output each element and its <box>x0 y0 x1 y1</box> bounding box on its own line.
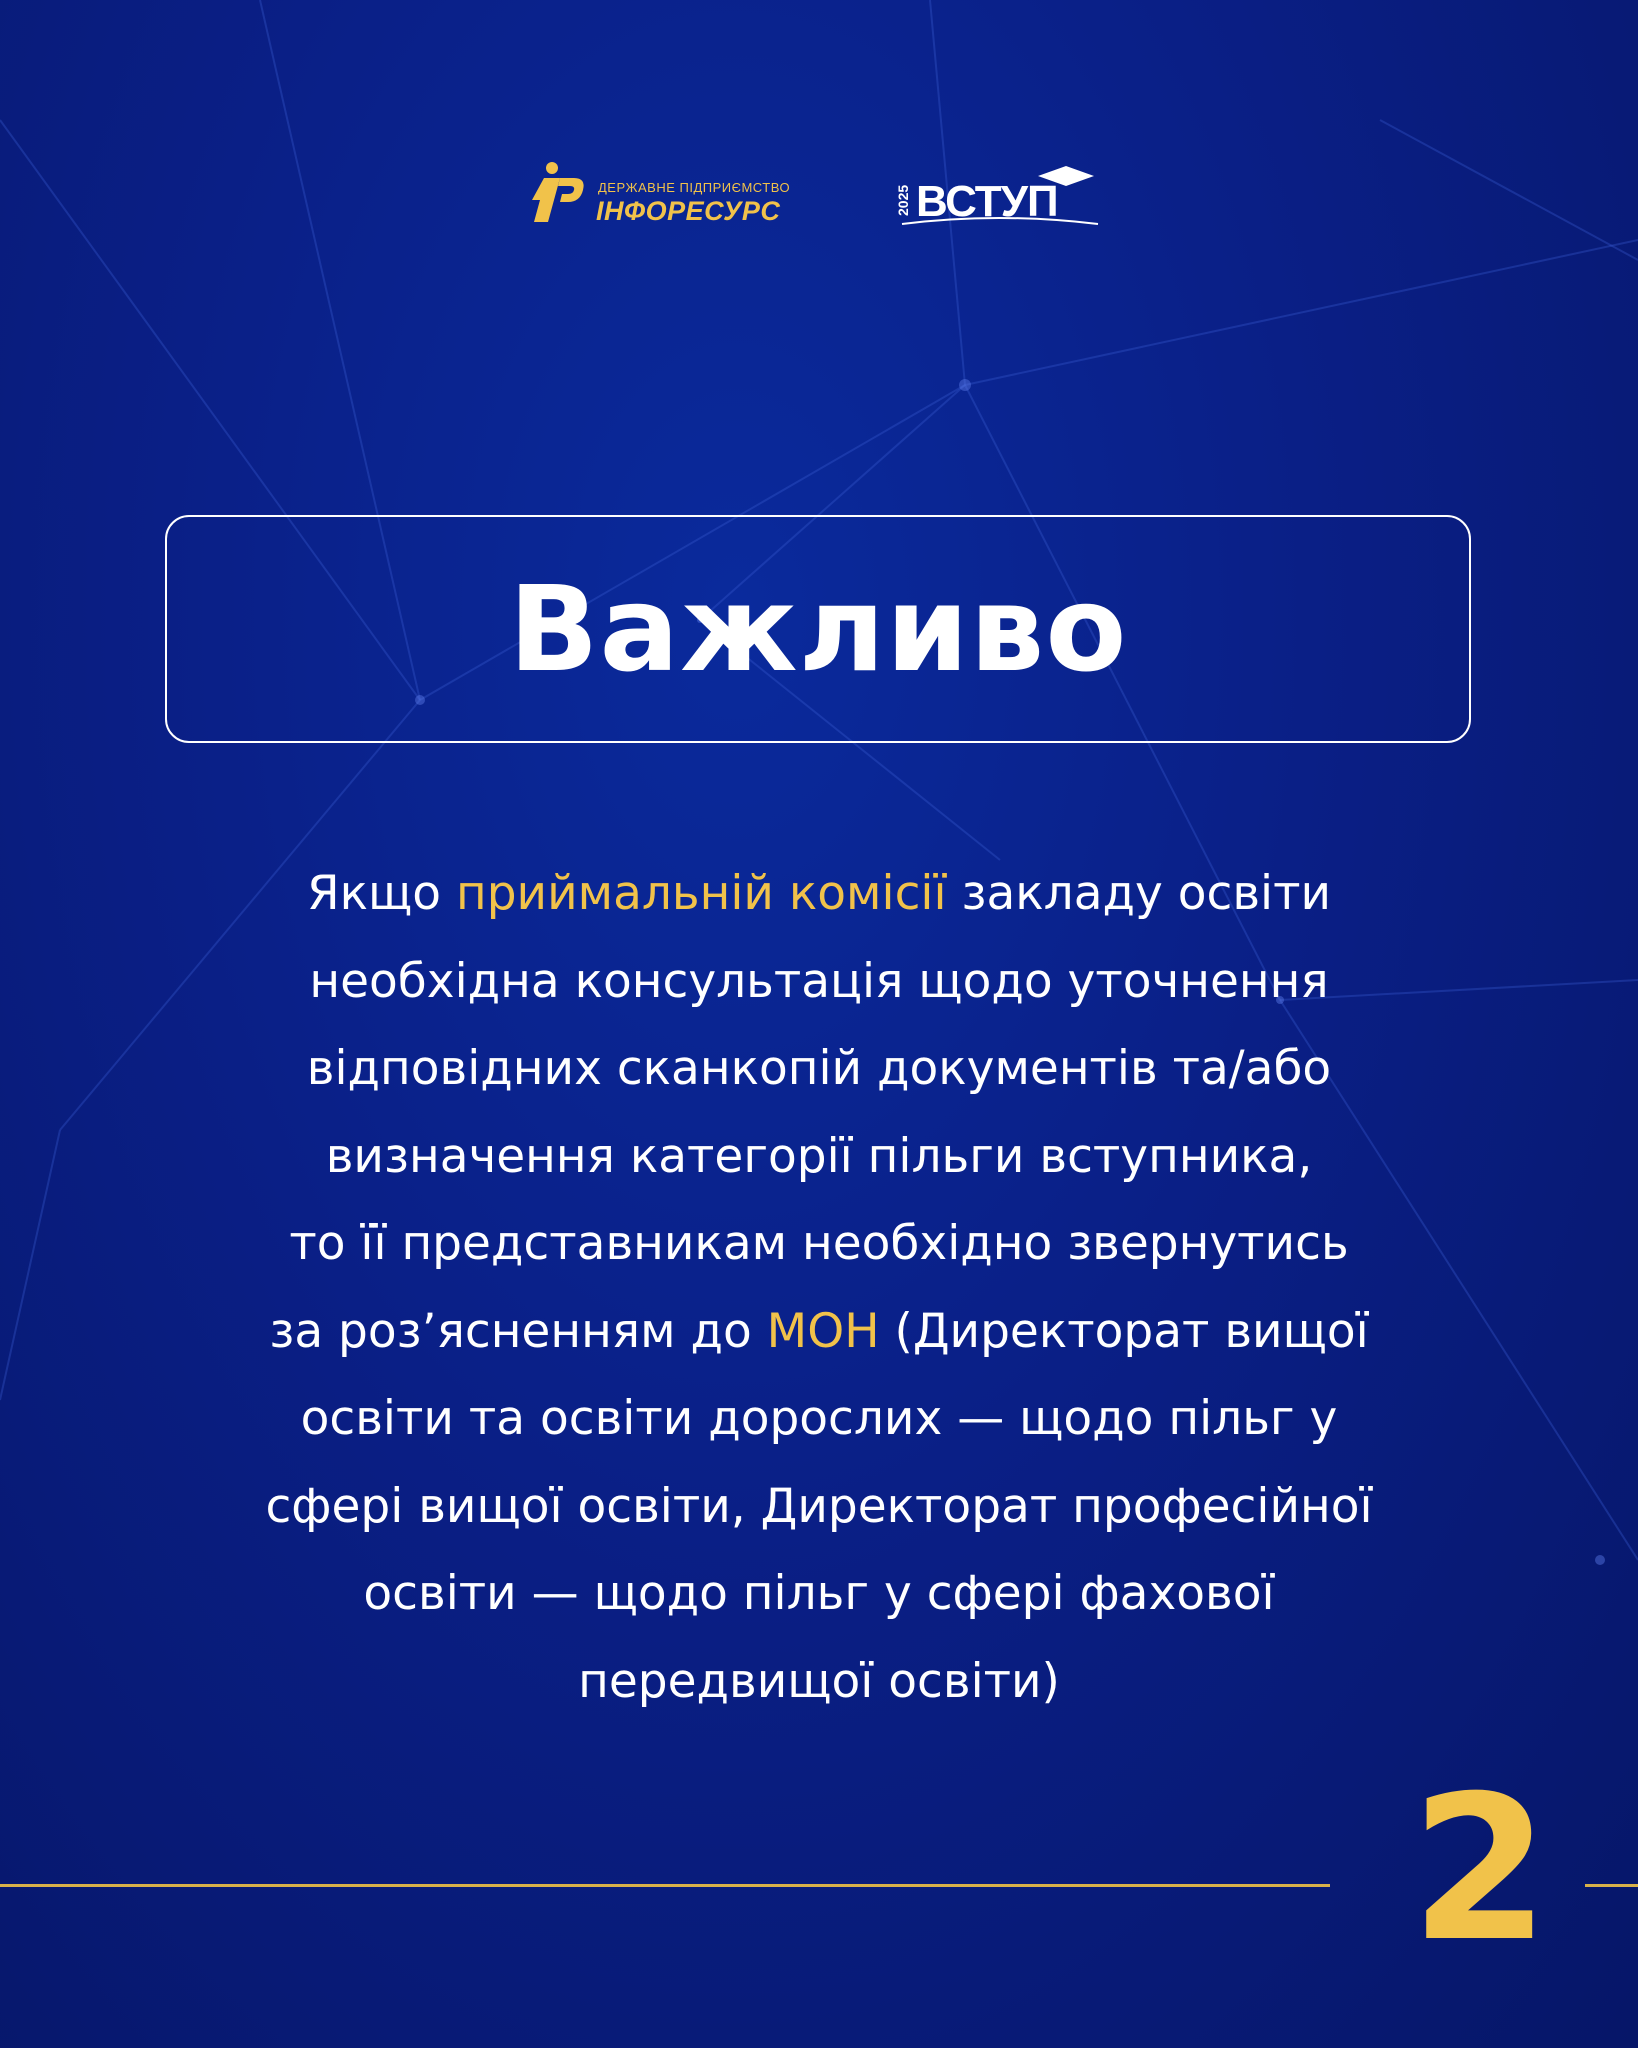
org-subtitle: ДЕРЖАВНЕ ПІДПРИЄМСТВО <box>598 180 791 195</box>
body-paragraph <box>150 850 1488 1725</box>
body-line: передвищої освіти) <box>578 1653 1060 1709</box>
footer-divider-left <box>0 1884 1330 1887</box>
page-title: Важливо <box>508 560 1128 698</box>
body-line: Якщо приймальній комісії закладу освіти <box>306 866 1332 921</box>
inforesurs-mark-icon <box>530 160 586 226</box>
page-number: 2 <box>1410 1753 1550 1986</box>
title-box <box>165 515 1471 743</box>
body-line: освіти — щодо пільг у сфері фахової <box>363 1566 1275 1621</box>
header-logos <box>0 150 1638 240</box>
body-line: освіти та освіти дорослих — щодо пільг у <box>300 1391 1338 1446</box>
highlight-admission-committee: приймальній комісії <box>455 866 947 921</box>
highlight-mon: МОН <box>766 1303 880 1359</box>
body-line: за роз’ясненням до МОН (Директорат вищої <box>269 1303 1369 1359</box>
body-line: то її представникам необхідно звернутись <box>289 1216 1349 1271</box>
svg-text:ВСТУП: ВСТУП <box>916 177 1058 226</box>
body-line: відповідних сканкопій документів та/або <box>306 1041 1332 1096</box>
body-line: необхідна консультація щодо уточнення <box>309 953 1329 1009</box>
vstup-2025-logo <box>888 154 1108 234</box>
footer-divider-right <box>1585 1884 1638 1887</box>
org-name: ІНФОРЕСУРС <box>596 196 781 226</box>
inforesurs-logo <box>530 160 810 226</box>
svg-text:2025: 2025 <box>895 184 911 216</box>
body-line: визначення категорії пільги вступника, <box>325 1128 1313 1184</box>
body-line: сфері вищої освіти, Директорат професійної <box>265 1478 1373 1534</box>
